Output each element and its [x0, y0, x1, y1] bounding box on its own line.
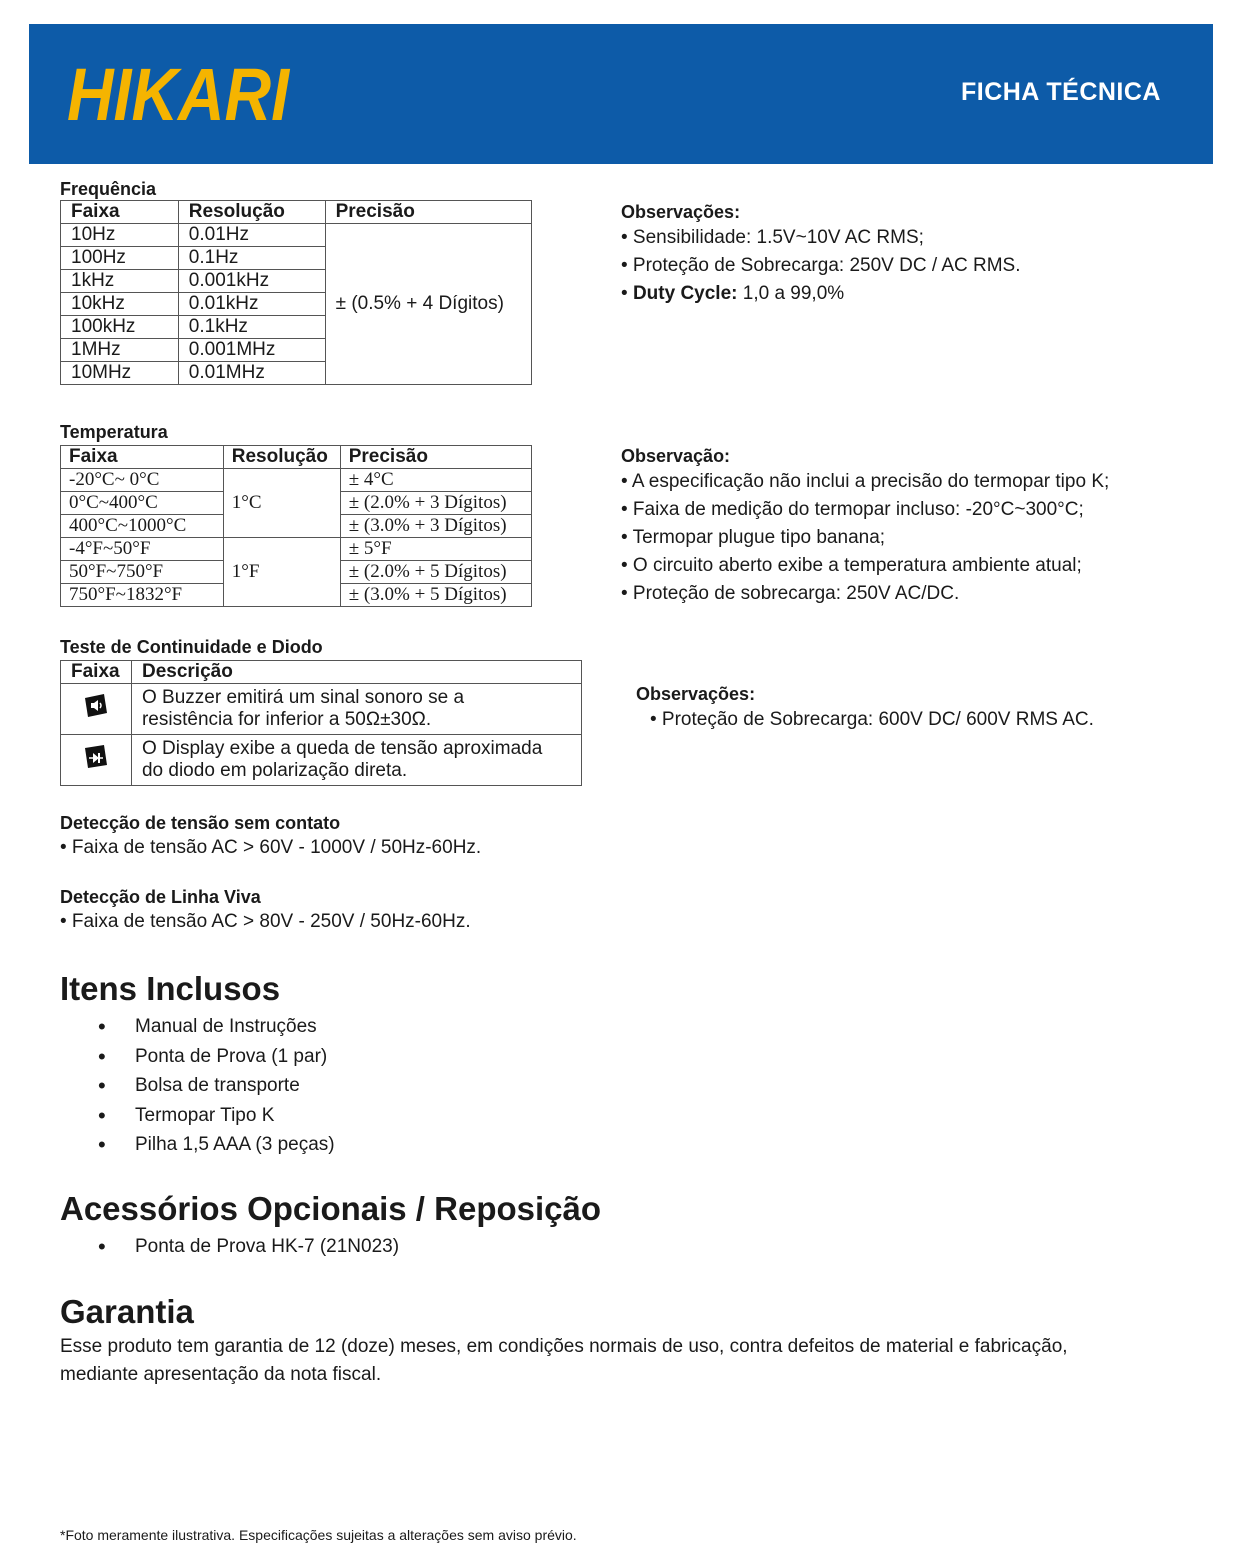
cell: 50°F~750°F [61, 561, 224, 584]
duty-label: Duty Cycle: [632, 283, 738, 304]
obs-title: Observações: [636, 684, 756, 704]
obs-temp [621, 444, 1109, 608]
cell: 0.001kHz [178, 270, 325, 293]
desc-line: resistência for inferior a 50Ω±30Ω. [141, 709, 432, 730]
cell-precisao: ± (0.5% + 4 Dígitos) [325, 224, 531, 385]
obs-item: • Termopar plugue tipo banana; [621, 527, 886, 548]
col-header: Precisão [340, 446, 531, 469]
cell: 1MHz [61, 339, 179, 362]
obs-item: • Duty Cycle: 1,0 a 99,0% [621, 283, 845, 304]
itens-list [60, 1012, 335, 1160]
header-title: FICHA TÉCNICA [960, 78, 1161, 106]
col-header: Resolução [223, 446, 340, 469]
diode-icon [82, 743, 110, 771]
cell: 10kHz [61, 293, 179, 316]
obs-item: • Proteção de Sobrecarga: 250V DC / AC RMS. [621, 255, 1021, 276]
cell: 0.1kHz [178, 316, 325, 339]
col-header: Faixa [61, 661, 132, 684]
garantia-title: Garantia [60, 1293, 194, 1330]
list-item: • Pilha 1,5 AAA (3 peças) [60, 1130, 335, 1160]
cell: 0.001MHz [178, 339, 325, 362]
col-header: Precisão [325, 201, 531, 224]
cell: 0.01kHz [178, 293, 325, 316]
cell: ± 5°F [340, 538, 531, 561]
cell: 750°F~1832°F [61, 584, 224, 607]
temp-table [60, 445, 532, 607]
freq-title: Frequência [60, 179, 157, 199]
duty-value: 1,0 a 99,0% [737, 283, 845, 304]
cell-icon [61, 735, 132, 786]
cell: ± (3.0% + 3 Dígitos) [340, 515, 531, 538]
cont-table [60, 660, 582, 786]
deteccao-title: Detecção de tensão sem contato [60, 813, 341, 833]
garantia-text [60, 1333, 1068, 1389]
hikari-logo [67, 50, 297, 140]
cell: 1kHz [61, 270, 179, 293]
col-header: Descrição [131, 661, 581, 684]
acessorios-title: Acessórios Opcionais / Reposição [60, 1190, 602, 1227]
list-item: • Termopar Tipo K [60, 1101, 335, 1131]
linha-viva-title: Detecção de Linha Viva [60, 887, 261, 907]
col-header: Faixa [61, 201, 179, 224]
cell: 400°C~1000°C [61, 515, 224, 538]
garantia-line: mediante apresentação da nota fiscal. [60, 1364, 382, 1385]
obs-item: • O circuito aberto exibe a temperatura ambiente atual; [621, 555, 1082, 576]
desc-line: O Buzzer emitirá um sinal sonoro se a [141, 687, 465, 708]
list-item: • Ponta de Prova HK-7 (21N023) [60, 1232, 399, 1262]
cell: ± 4°C [340, 469, 531, 492]
cell: 100kHz [61, 316, 179, 339]
cell: ± (2.0% + 3 Dígitos) [340, 492, 531, 515]
list-item: • Manual de Instruções [60, 1012, 335, 1042]
list-item: • Ponta de Prova (1 par) [60, 1042, 335, 1072]
cell: 100Hz [61, 247, 179, 270]
acessorios-list [60, 1232, 399, 1262]
obs-item: • A especificação não inclui a precisão do termopar tipo K; [621, 471, 1110, 492]
cell: 10MHz [61, 362, 179, 385]
footer-note: *Foto meramente ilustrativa. Especificações sujeitas a alterações sem aviso prévio. [60, 1527, 577, 1543]
col-header: Resolução [178, 201, 325, 224]
obs-item: • Proteção de Sobrecarga: 600V DC/ 600V RMS AC. [650, 709, 1094, 730]
linha-viva-text: • Faixa de tensão AC > 80V - 250V / 50Hz-60Hz. [60, 911, 471, 932]
cell-res-c: 1°C [223, 469, 340, 538]
temp-title: Temperatura [60, 422, 168, 442]
cell: 0.01MHz [178, 362, 325, 385]
cell-res-f: 1°F [223, 538, 340, 607]
deteccao-block [60, 812, 481, 861]
obs-freq [621, 200, 1021, 308]
cont-title: Teste de Continuidade e Diodo [60, 637, 323, 657]
cell-icon [61, 684, 132, 735]
freq-table [60, 200, 532, 385]
desc-line: do diodo em polarização direta. [141, 760, 408, 781]
svg-text:HIKARI: HIKARI [67, 53, 291, 136]
cell: -4°F~50°F [61, 538, 224, 561]
obs-item: • Sensibilidade: 1.5V~10V AC RMS; [621, 227, 924, 248]
obs-item: • Proteção de sobrecarga: 250V AC/DC. [621, 583, 960, 604]
cell-desc [131, 684, 581, 735]
linha-viva-block [60, 886, 471, 935]
cell: -20°C~ 0°C [61, 469, 224, 492]
cell: 10Hz [61, 224, 179, 247]
cell: 0.1Hz [178, 247, 325, 270]
list-item: • Bolsa de transporte [60, 1071, 335, 1101]
itens-title: Itens Inclusos [60, 970, 281, 1007]
cell: 0.01Hz [178, 224, 325, 247]
cell: ± (3.0% + 5 Dígitos) [340, 584, 531, 607]
obs-cont [636, 682, 1094, 734]
desc-line: O Display exibe a queda de tensão aproximada [141, 738, 543, 759]
obs-title: Observações: [621, 202, 741, 222]
obs-title: Observação: [621, 446, 731, 466]
cell: ± (2.0% + 5 Dígitos) [340, 561, 531, 584]
header-banner [29, 24, 1213, 164]
col-header: Faixa [61, 446, 224, 469]
obs-item: • Faixa de medição do termopar incluso: -20°C~300°C; [621, 499, 1084, 520]
buzzer-icon [82, 692, 110, 720]
cell-desc [131, 735, 581, 786]
cell: 0°C~400°C [61, 492, 224, 515]
garantia-line: Esse produto tem garantia de 12 (doze) meses, em condições normais de uso, contra defeitos de material e fabricação, [60, 1336, 1068, 1357]
deteccao-text: • Faixa de tensão AC > 60V - 1000V / 50Hz-60Hz. [60, 837, 482, 858]
